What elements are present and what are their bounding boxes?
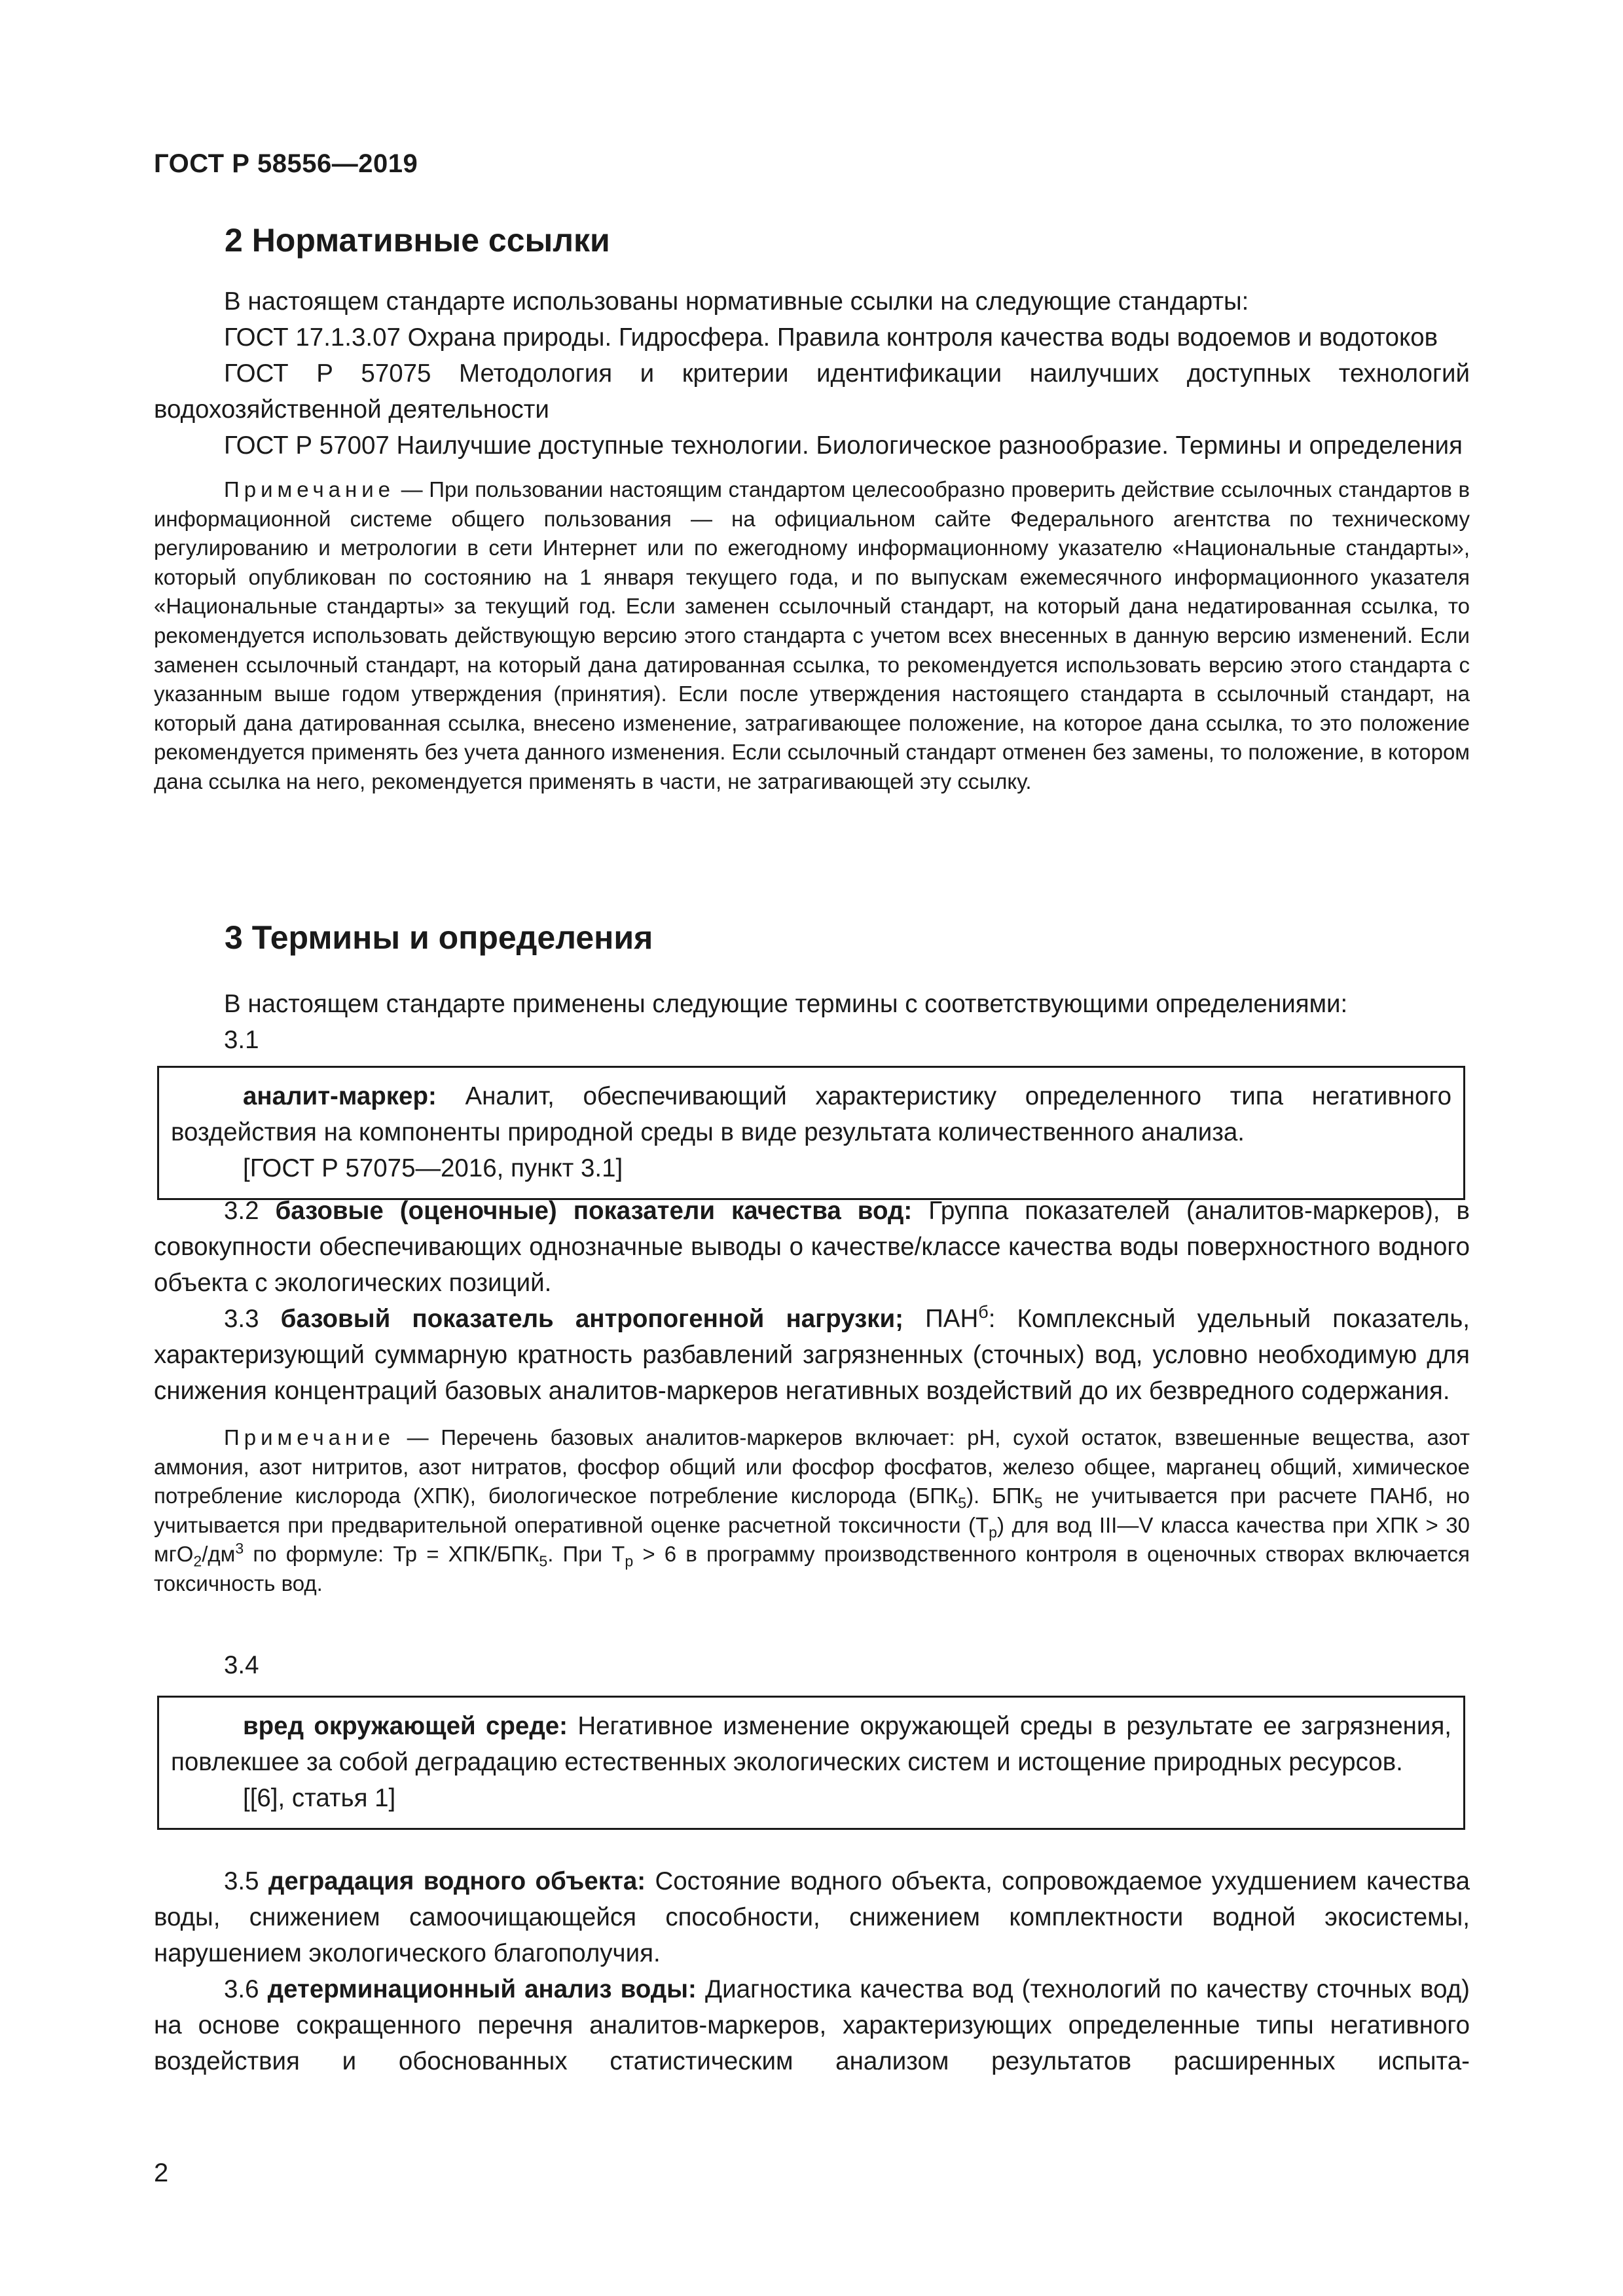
term-3-6 bbox=[154, 1971, 1470, 2079]
term-3-5-def: Состояние водного объекта, сопровождаемое ухудшением качества воды, снижением самоочищающейся способности, снижением комплектности водной экосистемы, нарушением экологического благополучия. bbox=[154, 1867, 1470, 1967]
term-3-4-source: [[6], статья 1] bbox=[243, 1784, 396, 1812]
normative-ref-2: ГОСТ Р 57075 Методология и критерии идентификации наилучших доступных технологий водохозяйственной деятельности bbox=[154, 359, 1470, 424]
sub-p1: р bbox=[989, 1523, 997, 1541]
term-3-2-def: Группа показателей (аналитов-маркеров), в совокупности обеспечивающих однозначные выводы о качестве/классе качества воды поверхностного водного объекта с экологических позиций. bbox=[154, 1197, 1470, 1297]
term-3-2 bbox=[154, 1193, 1470, 1301]
normative-ref-3: ГОСТ Р 57007 Наилучшие доступные технологии. Биологическое разнообразие. Термины и определения bbox=[224, 431, 1463, 460]
sub-5a: 5 bbox=[958, 1494, 967, 1512]
term-3-3-term: базовый показатель антропогенной нагрузки; bbox=[280, 1305, 903, 1333]
term-3-1-definition bbox=[171, 1078, 1451, 1150]
section-3-note bbox=[154, 1423, 1470, 1599]
term-3-1-number: 3.1 bbox=[224, 1026, 259, 1054]
page-number: 2 bbox=[154, 2159, 169, 2187]
note-2-text-e: /дм bbox=[202, 1542, 236, 1567]
term-3-6-def: Диагностика качества вод (технологий по качеству сточных вод) на основе сокращенного перечня аналитов-маркеров, характеризующих определенные типы негативного воздействия и обоснованных статистическим анализом результатов расширенных испыта- bbox=[154, 1975, 1470, 2075]
term-3-5 bbox=[154, 1863, 1470, 1971]
term-3-6-term: детерминационный анализ воды: bbox=[267, 1975, 697, 2003]
term-3-4-term: вред окружающей среде: bbox=[243, 1712, 568, 1740]
term-3-2-number: 3.2 bbox=[224, 1197, 259, 1225]
sup-3: 3 bbox=[235, 1540, 244, 1558]
term-3-3-abbr-sup: б bbox=[978, 1302, 989, 1322]
term-3-1-source: [ГОСТ Р 57075—2016, пункт 3.1] bbox=[243, 1154, 623, 1182]
section-3-intro: В настоящем стандарте применены следующие термины с соответствующими определениями: bbox=[224, 990, 1348, 1018]
term-3-3-def: : Комплексный удельный показатель, характеризующий суммарную кратность разбавлений загрязненных (сточных) вод, условно необходимую для снижения концентраций базовых аналитов-маркеров негативных воздействий до их безвредного содержания. bbox=[154, 1305, 1470, 1405]
normative-ref-1: ГОСТ 17.1.3.07 Охрана природы. Гидросфера. Правила контроля качества воды водоемов и водотоков bbox=[224, 323, 1438, 352]
note-2-text-a: — Перечень базовых аналитов-маркеров включает: pH, сухой остаток, взвешенные вещества, азот аммония, азот нитритов, азот нитратов, фосфор общий или фосфор фосфатов, железо общее, марганец общий, химическое потребление кислорода (ХПК), биологическое потребление кислорода (БПК bbox=[154, 1425, 1470, 1508]
note-2-text-h: > 6 в программу производственного контроля в оценочных створах включается токсичность вод. bbox=[154, 1542, 1470, 1595]
note-2-text-c: не учитывается при расчете ПАНб, но учитывается при предварительной оперативной оценке расчетной токсичности (Т bbox=[154, 1484, 1470, 1537]
terms-3-5-3-6 bbox=[154, 1863, 1470, 2079]
sub-2: 2 bbox=[193, 1552, 202, 1570]
section-3-intro-block bbox=[154, 986, 1470, 1058]
sub-5b: 5 bbox=[1034, 1494, 1043, 1512]
section-3-title: 3 Термины и определения bbox=[225, 919, 653, 956]
sub-5c: 5 bbox=[539, 1552, 548, 1570]
terms-3-2-3-3 bbox=[154, 1193, 1470, 1599]
term-3-3-number: 3.3 bbox=[224, 1305, 259, 1333]
term-3-1-box bbox=[157, 1066, 1465, 1200]
term-3-1-term: аналит-маркер: bbox=[243, 1082, 437, 1110]
note-2-text-g: . При Т bbox=[547, 1542, 625, 1567]
note-2-label: Примечание bbox=[224, 1425, 395, 1449]
term-3-2-term: базовые (оценочные) показатели качества вод: bbox=[275, 1197, 913, 1225]
term-3-5-number: 3.5 bbox=[224, 1867, 259, 1895]
note-2-text-f: по формуле: Тр = ХПК/БПК bbox=[244, 1542, 539, 1567]
section-2-body bbox=[154, 283, 1470, 797]
term-3-4-number-block bbox=[154, 1647, 1470, 1683]
term-3-4-number: 3.4 bbox=[224, 1651, 259, 1679]
term-3-4-box bbox=[157, 1696, 1465, 1830]
section-2-title: 2 Нормативные ссылки bbox=[225, 222, 610, 259]
term-3-1-def: Аналит, обеспечивающий характеристику определенного типа негативного воздействия на компоненты природной среды в виде результата количественного анализа. bbox=[171, 1082, 1451, 1146]
term-3-4-def: Негативное изменение окружающей среды в результате ее загрязнения, повлекшее за собой деградацию естественных экологических систем и истощение природных ресурсов. bbox=[171, 1712, 1451, 1776]
note-text: — При пользовании настоящим стандартом целесообразно проверить действие ссылочных стандартов в информационной системе общего пользования — на официальном сайте Федерального агентства по техническому регулированию и метрологии в сети Интернет или по ежегодному информационному указателю «Национальные стандарты», который опубликован по состоянию на 1 января текущего года, и по выпускам ежемесячного информационного указателя «Национальные стандарты» за текущий год. Если заменен ссылочный стандарт, на который дана недатированная ссылка, то рекомендуется использовать действующую версию этого стандарта с учетом всех внесенных в данную версию изменений. Если заменен ссылочный стандарт, на который дана датированная ссылка, то рекомендуется использовать версию этого стандарта с указанным выше годом утверждения (принятия). Если после утверждения настоящего стандарта в ссылочный стандарт, на который дана датированная ссылка, внесено изменение, затрагивающее положение, на которое дана ссылка, то это положение рекомендуется применять без учета данного изменения. Если ссылочный стандарт отменен без замены, то положение, в котором дана ссылка на него, рекомендуется применять в части, не затрагивающей эту ссылку. bbox=[154, 477, 1470, 793]
section-2-intro: В настоящем стандарте использованы нормативные ссылки на следующие стандарты: bbox=[224, 287, 1249, 316]
document-header: ГОСТ Р 58556—2019 bbox=[154, 149, 418, 178]
section-2-note bbox=[154, 475, 1470, 797]
term-3-4-definition bbox=[171, 1708, 1451, 1780]
note-label: Примечание bbox=[224, 477, 395, 501]
term-3-6-number: 3.6 bbox=[224, 1975, 259, 2003]
term-3-3 bbox=[154, 1301, 1470, 1409]
term-3-3-abbr: ПАН bbox=[903, 1305, 979, 1333]
note-2-text-d: ) для вод III—V класса качества при ХПК > 30 мгО bbox=[154, 1512, 1470, 1567]
term-3-5-term: деградация водного объекта: bbox=[268, 1867, 646, 1895]
sub-p2: р bbox=[625, 1552, 634, 1570]
note-2-text-b: ). БПК bbox=[966, 1484, 1034, 1508]
